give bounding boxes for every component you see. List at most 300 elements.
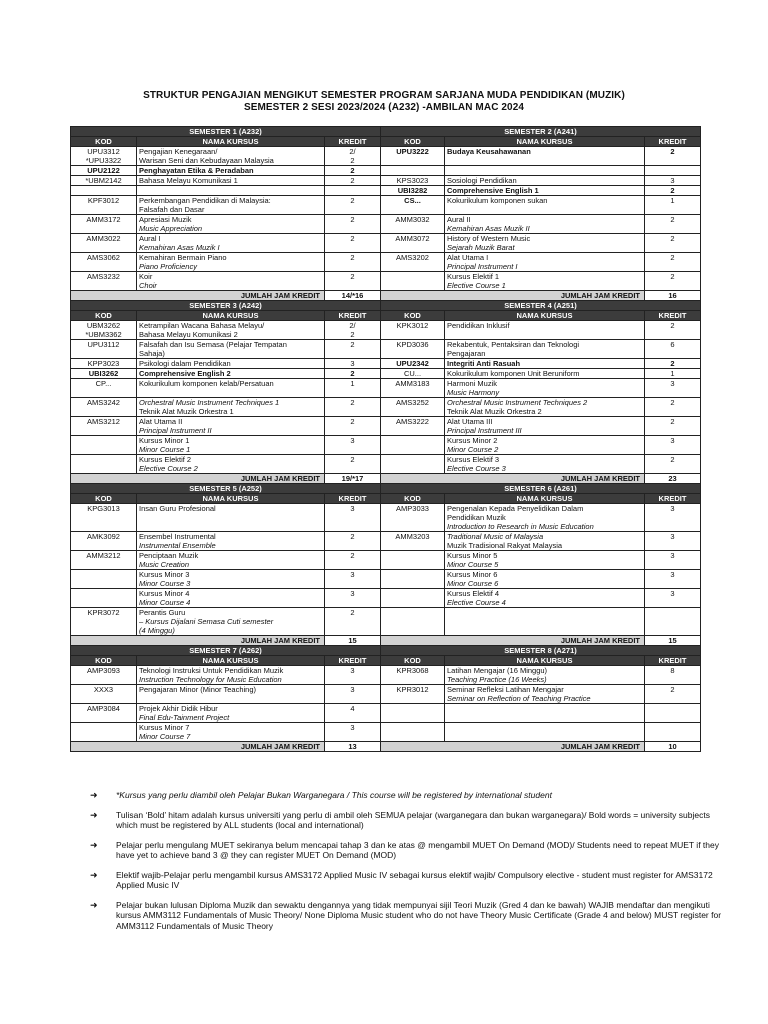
course-code-line: KPF3012 <box>87 196 120 205</box>
course-name-line: Latihan Mengajar (16 Minggu) <box>447 666 548 675</box>
course-code <box>71 359 137 369</box>
course-code <box>381 504 445 532</box>
total-credit-value: 16 <box>645 291 701 301</box>
course-name <box>445 321 645 340</box>
course-code <box>71 504 137 532</box>
course-code <box>381 436 445 455</box>
total-credit-label: JUMLAH JAM KREDIT <box>71 474 325 484</box>
course-credit <box>645 321 701 340</box>
arrow-bullet-icon: ➜ <box>90 869 98 880</box>
course-name <box>137 340 325 359</box>
course-code <box>381 417 445 436</box>
course-code-line: AMS3242 <box>87 398 120 407</box>
course-code <box>381 147 445 166</box>
course-code <box>381 398 445 417</box>
course-credit <box>645 166 701 176</box>
course-code <box>71 147 137 166</box>
course-code <box>381 166 445 176</box>
course-row <box>71 723 701 742</box>
course-name <box>137 551 325 570</box>
column-header-row <box>71 137 701 147</box>
course-row <box>71 166 701 176</box>
course-credit-line: 2 <box>350 156 355 165</box>
course-name-line: Kursus Minor 3 <box>139 570 190 579</box>
course-code <box>381 186 445 196</box>
course-name <box>445 504 645 532</box>
course-code <box>71 704 137 723</box>
course-code <box>381 369 445 379</box>
course-row <box>71 504 701 532</box>
course-code <box>71 379 137 398</box>
course-code-line: KPP3023 <box>87 359 120 368</box>
course-code-line: *UPU3322 <box>85 156 122 165</box>
note-text: Tulisan ‘Bold’ hitam adalah kursus universiti yang perlu di ambil oleh SEMUA pelajar (warganegara dan bukan warganegara)/ Bold words = university subjects which must be registered by ALL students (local and international) <box>116 809 710 830</box>
course-code-line: AMS3212 <box>87 417 120 426</box>
course-code-line: UPU3222 <box>396 147 429 156</box>
course-credit-line: 3 <box>670 570 675 579</box>
course-code-line: KPR3072 <box>87 608 120 617</box>
course-credit <box>645 436 701 455</box>
course-credit <box>645 570 701 589</box>
course-name-line: Seminar on Reflection of Teaching Practice <box>447 694 591 703</box>
course-credit-line: 3 <box>350 685 355 694</box>
course-row <box>71 379 701 398</box>
course-code <box>71 666 137 685</box>
course-row <box>71 608 701 636</box>
course-name <box>445 685 645 704</box>
course-credit <box>645 215 701 234</box>
course-code <box>71 340 137 359</box>
column-header-kod: KOD <box>381 311 445 321</box>
course-credit-line: 2 <box>350 330 355 339</box>
course-name-line: Teknik Alat Muzik Orkestra 1 <box>139 407 234 416</box>
course-credit-line: 2 <box>670 147 675 156</box>
course-code-line: UBI3282 <box>397 186 428 195</box>
course-name <box>445 417 645 436</box>
course-credit <box>645 704 701 723</box>
total-credit-value: 14/*16 <box>325 291 381 301</box>
course-name <box>445 359 645 369</box>
course-name <box>445 704 645 723</box>
course-name-line: Elective Course 4 <box>447 598 506 607</box>
course-name <box>445 608 645 636</box>
course-name-line: Pengajian Kenegaraan/ <box>139 147 218 156</box>
course-name-line: Aural II <box>447 215 471 224</box>
course-name-line: Introduction to Research in Music Education <box>447 522 594 531</box>
course-code <box>381 253 445 272</box>
course-code <box>71 685 137 704</box>
course-credit <box>325 666 381 685</box>
course-credit <box>645 234 701 253</box>
course-credit-line: 2 <box>670 234 675 243</box>
course-credit-line: 2 <box>670 398 675 407</box>
note-item <box>90 840 730 861</box>
course-name <box>445 215 645 234</box>
column-header-kod: KOD <box>71 656 137 666</box>
course-credit <box>325 166 381 176</box>
course-code-line: *UBM3362 <box>85 330 122 339</box>
semester-title: SEMESTER 2 (A241) <box>381 127 701 137</box>
course-credit-line: 2 <box>350 608 355 617</box>
course-credit-line: 3 <box>670 589 675 598</box>
course-name <box>445 176 645 186</box>
course-name-line: Music Harmony <box>447 388 500 397</box>
course-name <box>137 369 325 379</box>
course-code-line: AMP3093 <box>87 666 120 675</box>
course-credit-line: 3 <box>670 436 675 445</box>
course-code <box>381 570 445 589</box>
course-name-line: Teknologi Instruksi Untuk Pendidikan Muzik <box>139 666 284 675</box>
course-row <box>71 272 701 291</box>
course-credit <box>325 455 381 474</box>
total-credit-value: 15 <box>325 636 381 646</box>
course-credit-line: 6 <box>670 340 675 349</box>
course-name-line: Kursus Minor 6 <box>447 570 498 579</box>
semester-title: SEMESTER 3 (A242) <box>71 301 381 311</box>
course-name-line: Rekabentuk, Pentaksiran dan Teknologi <box>447 340 580 349</box>
course-credit <box>645 504 701 532</box>
course-code-line: UBI3262 <box>88 369 119 378</box>
course-credit-line: 2 <box>670 685 675 694</box>
course-name-line: Insan Guru Profesional <box>139 504 216 513</box>
course-credit-line: 3 <box>350 359 355 368</box>
course-name-line: Ensembel Instrumental <box>139 532 216 541</box>
course-name <box>445 379 645 398</box>
course-credit <box>645 340 701 359</box>
course-name <box>445 723 645 742</box>
course-code <box>381 532 445 551</box>
course-code-line: AMM3183 <box>395 379 430 388</box>
course-row <box>71 196 701 215</box>
course-credit <box>645 176 701 186</box>
course-code <box>381 234 445 253</box>
course-code <box>71 417 137 436</box>
total-credit-row <box>71 636 701 646</box>
course-name <box>137 417 325 436</box>
course-credit <box>645 379 701 398</box>
course-name-line: Perantis Guru <box>139 608 186 617</box>
course-code <box>71 589 137 608</box>
course-row <box>71 570 701 589</box>
arrow-bullet-icon: ➜ <box>90 809 98 820</box>
course-code-line: XXX3 <box>93 685 114 694</box>
course-name-line: Principal Instrument II <box>139 426 212 435</box>
course-credit <box>325 589 381 608</box>
course-name-line: Minor Course 2 <box>447 445 499 454</box>
course-name <box>137 666 325 685</box>
course-name-line: Sosiologi Pendidikan <box>447 176 517 185</box>
arrow-bullet-icon: ➜ <box>90 899 98 910</box>
course-code-line: CS... <box>404 196 421 205</box>
course-name-line: Minor Course 4 <box>139 598 191 607</box>
course-name-line: Kursus Minor 1 <box>139 436 190 445</box>
course-name <box>137 570 325 589</box>
course-name-line: Principal Instrument III <box>447 426 522 435</box>
course-credit-line: 3 <box>350 723 355 732</box>
course-row <box>71 455 701 474</box>
page-title: STRUKTUR PENGAJIAN MENGIKUT SEMESTER PROGRAM SARJANA MUDA PENDIDIKAN (MUZIK) <box>143 90 625 101</box>
course-row <box>71 369 701 379</box>
course-credit <box>645 723 701 742</box>
course-name <box>137 589 325 608</box>
course-name-line: Pendidikan Muzik <box>447 513 506 522</box>
course-code <box>381 608 445 636</box>
course-name-line: Apresiasi Muzik <box>139 215 192 224</box>
course-row <box>71 321 701 340</box>
column-header-kod: KOD <box>381 494 445 504</box>
column-header-row <box>71 656 701 666</box>
course-credit <box>645 147 701 166</box>
course-name <box>137 504 325 532</box>
course-code <box>71 436 137 455</box>
course-credit-line: 2 <box>670 272 675 281</box>
course-code-line: KPR3068 <box>396 666 429 675</box>
total-credit-row <box>71 742 701 752</box>
course-credit <box>645 186 701 196</box>
course-code <box>71 398 137 417</box>
course-name-line: Kemahiran Asas Muzik I <box>139 243 220 252</box>
course-credit-line: 2 <box>350 234 355 243</box>
semester-title: SEMESTER 5 (A252) <box>71 484 381 494</box>
course-name-line: Kursus Minor 2 <box>447 436 498 445</box>
note-item <box>90 870 730 891</box>
course-row <box>71 340 701 359</box>
course-code <box>381 340 445 359</box>
total-credit-value: 23 <box>645 474 701 484</box>
column-header-nama: NAMA KURSUS <box>445 311 645 321</box>
course-name-line: Orchestral Music Instrument Techniques 1 <box>139 398 280 407</box>
course-credit-line: 2 <box>350 166 355 175</box>
column-header-kredit: KREDIT <box>645 494 701 504</box>
course-row <box>71 147 701 166</box>
course-credit-line: 2 <box>350 532 355 541</box>
column-header-kod: KOD <box>71 137 137 147</box>
column-header-row <box>71 494 701 504</box>
course-name-line: Kursus Elektif 3 <box>447 455 500 464</box>
course-credit <box>645 666 701 685</box>
course-name-line: Bahasa Melayu Komunikasi 2 <box>139 330 238 339</box>
total-credit-value: 15 <box>645 636 701 646</box>
course-code <box>381 666 445 685</box>
course-credit-line: 2 <box>350 551 355 560</box>
course-credit <box>325 570 381 589</box>
course-name-line: Aural I <box>139 234 161 243</box>
course-credit-line: 1 <box>350 379 355 388</box>
semester-header-row <box>71 301 701 311</box>
course-name-line: Minor Course 1 <box>139 445 191 454</box>
course-name-line: Penciptaan Muzik <box>139 551 199 560</box>
course-code <box>381 685 445 704</box>
course-code-line: AMK3092 <box>87 532 120 541</box>
course-code <box>381 359 445 369</box>
course-name <box>137 196 325 215</box>
page-subtitle: SEMESTER 2 SESI 2023/2024 (A232) -AMBILAN MAC 2024 <box>243 102 525 113</box>
course-name <box>445 369 645 379</box>
course-name <box>445 196 645 215</box>
course-credit-line: 2/ <box>349 321 356 330</box>
course-name-line: Elective Course 2 <box>139 464 198 473</box>
course-row <box>71 589 701 608</box>
course-code-line: AMM3172 <box>86 215 121 224</box>
course-credit-line: 2 <box>670 455 675 464</box>
course-name <box>137 436 325 455</box>
column-header-nama: NAMA KURSUS <box>445 137 645 147</box>
course-name-line: Minor Course 7 <box>139 732 191 741</box>
course-name-line: Comprehensive English 1 <box>447 186 539 195</box>
course-name-line: Comprehensive English 2 <box>139 369 231 378</box>
course-credit-line: 2 <box>350 272 355 281</box>
course-name <box>445 272 645 291</box>
course-name-line: Falsafah dan Isu Semasa (Pelajar Tempatan <box>139 340 287 349</box>
course-name-line: Elective Course 3 <box>447 464 506 473</box>
course-code <box>71 570 137 589</box>
course-code-line: AMP3033 <box>396 504 429 513</box>
course-name-line: Alat Utama I <box>447 253 489 262</box>
course-credit-line: 2 <box>350 369 355 378</box>
course-name <box>445 589 645 608</box>
course-credit <box>645 369 701 379</box>
course-structure-table <box>70 126 701 752</box>
course-name-line: (4 Minggu) <box>139 626 175 635</box>
course-code <box>71 369 137 379</box>
course-name <box>137 723 325 742</box>
course-credit <box>325 147 381 166</box>
course-name-line: Kemahiran Asas Muzik II <box>447 224 530 233</box>
course-code <box>381 551 445 570</box>
course-row <box>71 551 701 570</box>
course-code <box>381 379 445 398</box>
course-code-line: UBM3262 <box>86 321 121 330</box>
course-credit-line: 2 <box>350 253 355 262</box>
course-code-line: UPU3112 <box>87 340 120 349</box>
semester-title: SEMESTER 7 (A262) <box>71 646 381 656</box>
course-code <box>381 704 445 723</box>
course-code <box>71 455 137 474</box>
course-name-line: Teaching Practice (16 Weeks) <box>447 675 547 684</box>
course-name-line: Piano Proficiency <box>139 262 197 271</box>
column-header-nama: NAMA KURSUS <box>137 494 325 504</box>
course-credit-line: 4 <box>350 704 355 713</box>
course-name-line: – Kursus Dijalani Semasa Cuti semester <box>139 617 274 626</box>
course-row <box>71 359 701 369</box>
course-code <box>71 215 137 234</box>
course-name <box>137 379 325 398</box>
course-name-line: Kokurikulum komponen sukan <box>447 196 548 205</box>
course-name-line: Seminar Refleksi Latihan Mengajar <box>447 685 564 694</box>
course-code-line: KPD3036 <box>396 340 429 349</box>
course-name <box>445 570 645 589</box>
course-name-line: Minor Course 5 <box>447 560 499 569</box>
column-header-kredit: KREDIT <box>645 311 701 321</box>
column-header-kredit: KREDIT <box>645 137 701 147</box>
course-name-line: Muzik Tradisional Rakyat Malaysia <box>447 541 563 550</box>
course-credit <box>325 704 381 723</box>
course-name-line: Pengenalan Kepada Penyelidikan Dalam <box>447 504 584 513</box>
course-credit <box>325 321 381 340</box>
course-name <box>137 359 325 369</box>
course-name-line: Alat Utama III <box>447 417 493 426</box>
course-credit <box>325 340 381 359</box>
course-code-line: KPS3023 <box>396 176 429 185</box>
course-name <box>137 253 325 272</box>
course-name-line: Bahasa Melayu Komunikasi 1 <box>139 176 238 185</box>
course-name-line: Warisan Seni dan Kebudayaan Malaysia <box>139 156 274 165</box>
course-name-line: Psikologi dalam Pendidikan <box>139 359 231 368</box>
course-credit <box>645 589 701 608</box>
course-name-line: Kursus Minor 7 <box>139 723 190 732</box>
course-credit-line: 2 <box>350 196 355 205</box>
course-credit-line: 2 <box>350 417 355 426</box>
course-credit-line: 3 <box>350 436 355 445</box>
column-header-kod: KOD <box>71 311 137 321</box>
course-credit <box>645 417 701 436</box>
course-name-line: Choir <box>139 281 157 290</box>
course-row <box>71 398 701 417</box>
course-name-line: Kursus Elektif 2 <box>139 455 192 464</box>
total-credit-label: JUMLAH JAM KREDIT <box>71 636 325 646</box>
arrow-bullet-icon: ➜ <box>90 790 98 800</box>
course-name <box>137 166 325 176</box>
course-credit <box>325 215 381 234</box>
course-name <box>137 176 325 186</box>
course-code-line: AMS3232 <box>87 272 120 281</box>
course-credit <box>325 504 381 532</box>
course-credit-line: 3 <box>670 551 675 560</box>
course-name-line: Pengajaran <box>447 349 486 358</box>
course-credit-line: 8 <box>670 666 675 675</box>
course-row <box>71 436 701 455</box>
course-code-line: AMS3222 <box>396 417 429 426</box>
course-name-line: Pengajaran Minor (Minor Teaching) <box>139 685 257 694</box>
note-text: Elektif wajib-Pelajar perlu mengambil kursus AMS3172 Applied Music IV sebagai kursus elektif wajib/ Compulsory elective - student must register for AMS3172 Applied Music IV <box>116 869 713 890</box>
total-credit-label: JUMLAH JAM KREDIT <box>381 474 645 484</box>
course-name <box>445 398 645 417</box>
course-name-line: Perkembangan Pendidikan di Malaysia: <box>139 196 271 205</box>
course-name-line: Music Creation <box>139 560 190 569</box>
course-credit-line: 2 <box>350 215 355 224</box>
course-code-line: AMM3032 <box>395 215 430 224</box>
column-header-nama: NAMA KURSUS <box>445 656 645 666</box>
course-row <box>71 234 701 253</box>
course-name-line: Music Appreciation <box>139 224 203 233</box>
course-row <box>71 176 701 186</box>
course-credit-line: 3 <box>350 570 355 579</box>
course-name <box>137 685 325 704</box>
course-code <box>71 186 137 196</box>
column-header-kod: KOD <box>381 656 445 666</box>
course-name <box>137 321 325 340</box>
course-credit-line: 2 <box>350 340 355 349</box>
semester-title: SEMESTER 1 (A232) <box>71 127 381 137</box>
course-code <box>71 608 137 636</box>
course-name <box>445 436 645 455</box>
course-name <box>137 608 325 636</box>
course-credit <box>325 234 381 253</box>
course-credit <box>325 359 381 369</box>
course-name-line: Orchestral Music Instrument Techniques 2 <box>447 398 588 407</box>
course-name-line: Kokurikulum komponen Unit Beruniform <box>447 369 580 378</box>
course-name <box>445 147 645 166</box>
course-credit <box>325 369 381 379</box>
column-header-kod: KOD <box>71 494 137 504</box>
course-row <box>71 253 701 272</box>
course-credit-line: 2 <box>350 455 355 464</box>
course-name-line: Instruction Technology for Music Education <box>139 675 282 684</box>
course-credit <box>325 186 381 196</box>
course-credit-line: 2 <box>670 215 675 224</box>
course-name <box>445 551 645 570</box>
course-code-line: AMS3062 <box>87 253 120 262</box>
